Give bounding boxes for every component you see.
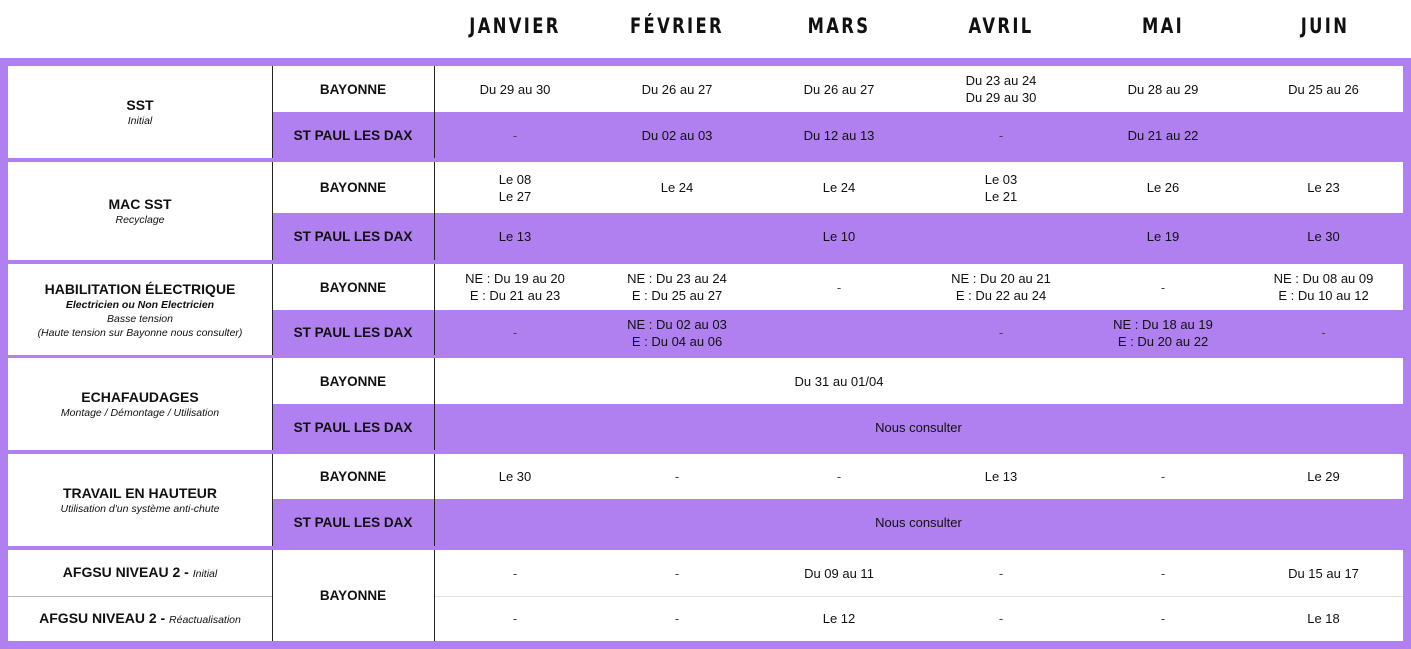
date-cell (596, 310, 758, 355)
date-line: NE : Du 20 au 21 (951, 271, 1051, 286)
date-line: Le 21 (984, 188, 1018, 204)
row-divider (8, 596, 272, 597)
date-cell: Du 02 au 03 (596, 112, 758, 158)
date-cell: Du 12 au 13 (758, 112, 920, 158)
month-avril: AVRIL (968, 14, 1034, 38)
column-divider (272, 264, 273, 355)
date-cell: - (434, 550, 596, 596)
column-divider (272, 66, 273, 158)
date-cell (596, 264, 758, 310)
date-cell: Le 18 (1244, 596, 1403, 641)
date-cell: - (596, 454, 758, 499)
column-divider (434, 358, 435, 450)
course-title: MAC SST (108, 196, 172, 212)
date-line: NE : Du 18 au 19 (1113, 316, 1213, 332)
course-title: ECHAFAUDAGES (81, 389, 199, 405)
date-cell: Le 10 (758, 213, 920, 260)
date-cell: Le 13 (920, 454, 1082, 499)
date-line: Le 27 (498, 188, 532, 204)
date-cell: Le 24 (758, 162, 920, 213)
date-cell: - (920, 310, 1082, 355)
date-cell (434, 162, 596, 213)
course-echafaudages (8, 358, 272, 450)
column-divider (434, 66, 435, 158)
date-cell (920, 358, 1082, 404)
column-divider (272, 358, 273, 450)
course-title: SST (126, 97, 154, 113)
column-divider (272, 454, 273, 546)
site-st-paul: ST PAUL LES DAX (272, 310, 434, 355)
date-cell: - (596, 550, 758, 596)
date-cell: Du 28 au 29 (1082, 66, 1244, 112)
course-subtitle: Utilisation d'un système anti-chute (60, 503, 220, 515)
date-line: E : Du 25 au 27 (631, 288, 723, 303)
column-divider (434, 264, 435, 355)
date-cell: - (1082, 264, 1244, 310)
date-cell: Le 29 (1244, 454, 1403, 499)
date-cell: Le 12 (758, 596, 920, 641)
course-tag: Réactualisation (169, 613, 241, 626)
course-subtitle: Montage / Démontage / Utilisation (60, 407, 220, 419)
date-cell: - (596, 596, 758, 641)
site-st-paul: ST PAUL LES DAX (272, 112, 434, 158)
date-cell: - (434, 310, 596, 355)
date-cell (1082, 310, 1244, 355)
course-subtitle: Initial (127, 115, 153, 127)
month-fevrier: FÉVRIER (630, 14, 724, 38)
course-title: TRAVAIL EN HAUTEUR (63, 485, 217, 501)
date-cell: Du 25 au 26 (1244, 66, 1403, 112)
date-cell (434, 358, 596, 404)
date-cell: - (920, 112, 1082, 158)
site-st-paul: ST PAUL LES DAX (272, 404, 434, 450)
course-title-text: AFGSU NIVEAU 2 - (39, 609, 170, 626)
course-subtitle: Recyclage (115, 214, 165, 226)
column-divider (272, 550, 273, 641)
date-line: NE : Du 19 au 20 (465, 271, 565, 286)
date-cell: - (1082, 596, 1244, 641)
site-bayonne: BAYONNE (272, 264, 434, 310)
date-cell (596, 358, 758, 404)
date-cell: Du 15 au 17 (1244, 550, 1403, 596)
date-line: E : Du 22 au 24 (955, 288, 1047, 303)
date-line: NE : Du 23 au 24 (627, 271, 727, 286)
date-cell (434, 264, 596, 310)
month-janvier: JANVIER (469, 14, 561, 38)
date-cell (920, 162, 1082, 213)
date-cell: - (434, 112, 596, 158)
course-travail-en-hauteur (8, 454, 272, 546)
course-title (39, 609, 241, 629)
course-subtitle: Basse tension (107, 312, 173, 325)
nous-consulter-cell: Nous consulter (434, 499, 1403, 546)
column-divider (434, 454, 435, 546)
date-cell: Le 23 (1244, 162, 1403, 213)
date-cell: Du 31 au 01/04 (758, 358, 920, 404)
date-line: NE : Du 02 au 03 (627, 316, 727, 332)
date-cell: Du 26 au 27 (758, 66, 920, 112)
date-cell (1244, 358, 1403, 404)
date-cell: Le 13 (434, 213, 596, 260)
column-divider (434, 162, 435, 260)
month-header (0, 0, 1411, 58)
date-cell: Le 30 (434, 454, 596, 499)
month-mars: MARS (807, 14, 871, 38)
date-cell: Le 30 (1244, 213, 1403, 260)
date-cell: - (434, 596, 596, 641)
site-bayonne: BAYONNE (272, 358, 434, 404)
column-divider (272, 162, 273, 260)
date-cell: - (758, 264, 920, 310)
date-line: Le 03 (984, 171, 1018, 187)
month-juin: JUIN (1300, 14, 1350, 38)
site-bayonne: BAYONNE (272, 550, 434, 641)
date-cell (1082, 358, 1244, 404)
date-cell: - (1082, 454, 1244, 499)
date-cell: Du 29 au 30 (434, 66, 596, 112)
column-divider (434, 550, 435, 641)
course-afgsu-reactualisation (8, 596, 272, 641)
schedule-table (0, 58, 1411, 649)
row-divider (434, 596, 1403, 597)
site-bayonne: BAYONNE (272, 454, 434, 499)
date-cell (920, 66, 1082, 112)
course-title (63, 563, 217, 583)
date-cell: - (1082, 550, 1244, 596)
date-cell (920, 264, 1082, 310)
course-subtitle: (Haute tension sur Bayonne nous consulter) (37, 326, 243, 339)
month-mai: MAI (1141, 14, 1185, 38)
date-cell: - (920, 550, 1082, 596)
course-title-text: AFGSU NIVEAU 2 - (62, 564, 193, 580)
course-habilitation (8, 264, 272, 355)
date-line: E : Du 20 au 22 (1117, 333, 1209, 349)
date-cell: - (758, 454, 920, 499)
course-mac-sst (8, 162, 272, 260)
course-subtitle: Electricien ou Non Electricien (65, 298, 215, 311)
date-line: Du 29 au 30 (965, 90, 1037, 105)
date-cell: Le 26 (1082, 162, 1244, 213)
site-st-paul: ST PAUL LES DAX (272, 213, 434, 260)
date-cell: Du 21 au 22 (1082, 112, 1244, 158)
date-line: E : Du 10 au 12 (1278, 288, 1369, 303)
date-cell: Le 19 (1082, 213, 1244, 260)
date-cell: Du 09 au 11 (758, 550, 920, 596)
date-line: E : Du 04 au 06 (631, 333, 723, 349)
site-bayonne: BAYONNE (272, 66, 434, 112)
course-title: HABILITATION ÉLECTRIQUE (44, 280, 236, 297)
date-line: Le 08 (498, 171, 532, 187)
course-tag: Initial (192, 568, 218, 580)
date-line: E : Du 21 au 23 (469, 288, 561, 303)
date-cell: Le 24 (596, 162, 758, 213)
date-line: NE : Du 08 au 09 (1273, 271, 1374, 286)
site-bayonne: BAYONNE (272, 162, 434, 213)
course-sst (8, 66, 272, 158)
date-line: Du 23 au 24 (965, 73, 1037, 88)
date-cell (1244, 264, 1403, 310)
date-cell: - (920, 596, 1082, 641)
date-cell: Du 26 au 27 (596, 66, 758, 112)
nous-consulter-cell: Nous consulter (434, 404, 1403, 450)
course-afgsu-initial (8, 550, 272, 596)
date-cell: - (1244, 310, 1403, 355)
site-st-paul: ST PAUL LES DAX (272, 499, 434, 546)
